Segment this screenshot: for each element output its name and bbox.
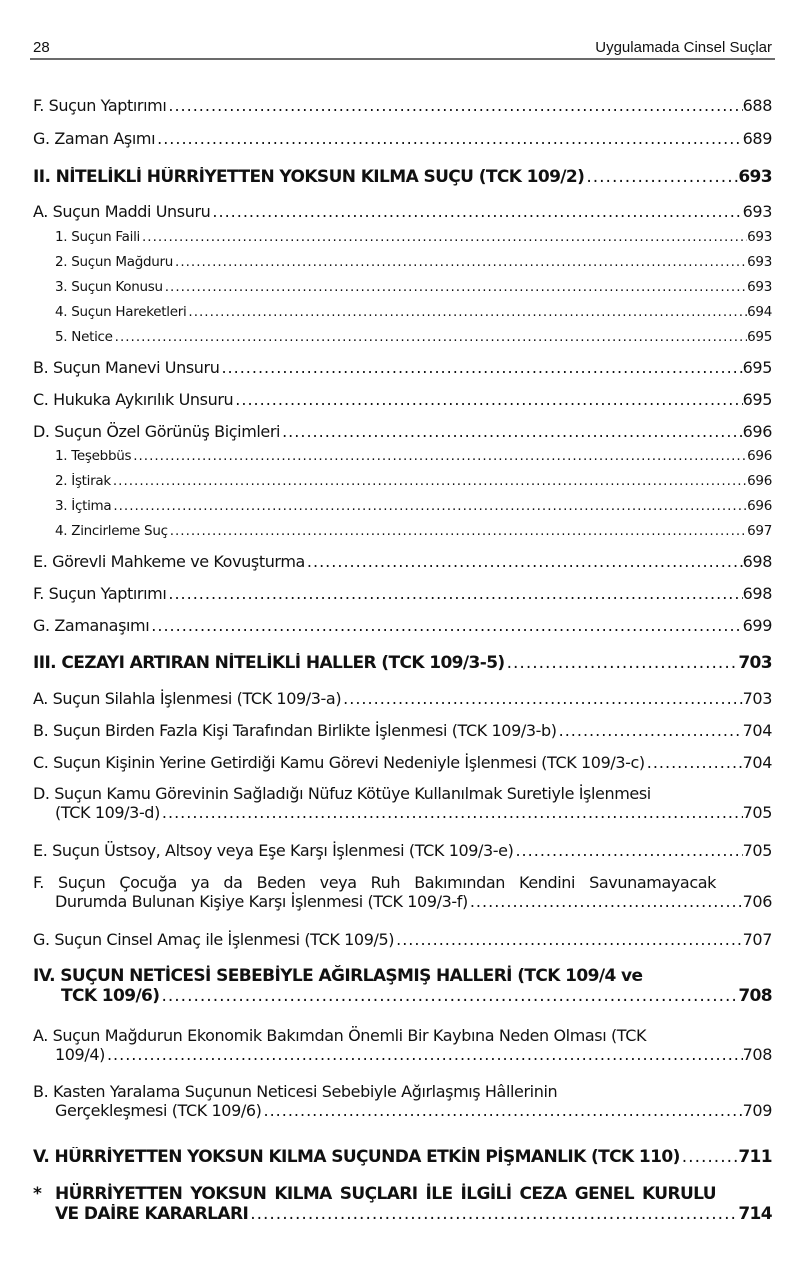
toc-entry-continuation	[33, 803, 772, 822]
toc-entry-continuation	[33, 1101, 772, 1120]
toc-entry[interactable]	[33, 930, 772, 949]
dot-leader	[261, 1101, 742, 1120]
toc-entry-page: 695	[742, 390, 772, 409]
toc-entry-title-line1: A. Suçun Mağdurun Ekonomik Bakımdan Önemli Bir Kaybına Neden Olması (TCK	[33, 1026, 647, 1045]
toc-section-heading[interactable]	[33, 1184, 772, 1224]
toc-entry-title-line1: HÜRRİYETTEN YOKSUN KILMA SUÇLARI İLE İLGİLİ CEZA GENEL KURULU	[55, 1184, 716, 1204]
toc-entry[interactable]	[33, 390, 772, 409]
toc-entry-page: 709	[742, 1101, 772, 1120]
toc-entry-page: 695	[742, 358, 772, 377]
dot-leader	[160, 803, 743, 822]
toc-entry-page: 688	[742, 96, 772, 115]
toc-section-heading[interactable]	[33, 966, 772, 1006]
toc-entry-page: 697	[747, 523, 772, 539]
toc-entry-title: 4. Zincirleme Suç	[55, 523, 168, 539]
toc-entry-page: 711	[738, 1147, 772, 1167]
toc-entry-page: 696	[747, 498, 772, 514]
dot-leader	[468, 892, 743, 911]
dot-leader	[248, 1204, 738, 1224]
toc-entry-page: 708	[738, 986, 772, 1006]
toc-entry[interactable]	[33, 1026, 772, 1064]
dot-leader	[155, 129, 743, 148]
toc-entry[interactable]	[33, 753, 772, 772]
toc-entry-title: 1. Teşebbüs	[55, 448, 132, 464]
toc-entry-title: II. NİTELİKLİ HÜRRİYETTEN YOKSUN KILMA SUÇU (TCK 109/2)	[33, 167, 585, 187]
toc-subentry[interactable]	[33, 448, 772, 464]
toc-entry-page: 695	[747, 329, 772, 345]
toc-entry-title-line1-wrap	[33, 1184, 716, 1204]
toc-entry[interactable]	[33, 358, 772, 377]
dot-leader	[557, 721, 743, 740]
toc-entry[interactable]	[33, 616, 772, 635]
toc-entry-title-line2: 109/4)	[55, 1045, 105, 1064]
toc-entry[interactable]	[33, 1082, 772, 1120]
dot-leader	[166, 584, 742, 603]
toc-entry-page: 703	[738, 653, 772, 673]
toc-entry-page: 689	[742, 129, 772, 148]
toc-entry-page: 706	[742, 892, 772, 911]
toc-entry-page: 693	[742, 202, 772, 221]
toc-entry-title: F. Suçun Yaptırımı	[33, 584, 167, 603]
toc-entry-title: C. Hukuka Aykırılık Unsuru	[33, 390, 234, 409]
dot-leader	[280, 422, 743, 441]
toc-entry-title: A. Suçun Maddi Unsuru	[33, 202, 211, 221]
toc-subentry[interactable]	[33, 329, 772, 345]
toc-entry[interactable]	[33, 422, 772, 441]
toc-entry-title-line1: F. Suçun Çocuğa ya da Beden veya Ruh Bakımından Kendini Savunamayacak	[33, 873, 716, 892]
toc-entry-title: 1. Suçun Faili	[55, 229, 140, 245]
dot-leader	[159, 986, 738, 1006]
dot-leader	[166, 96, 742, 115]
toc-subentry[interactable]	[33, 304, 772, 320]
toc-entry[interactable]	[33, 129, 772, 148]
toc-section-heading[interactable]	[33, 167, 772, 187]
toc-entry-title-line2: TCK 109/6)	[61, 986, 160, 1006]
toc-entry-title: 5. Netice	[55, 329, 113, 345]
toc-section-heading[interactable]	[33, 1147, 772, 1167]
toc-entry-page: 693	[747, 229, 772, 245]
toc-entry-title: B. Suçun Manevi Unsuru	[33, 358, 220, 377]
toc-entry[interactable]	[33, 841, 772, 860]
toc-entry-title: G. Suçun Cinsel Amaç ile İşlenmesi (TCK 109/5)	[33, 930, 395, 949]
toc-entry-title: V. HÜRRİYETTEN YOKSUN KILMA SUÇUNDA ETKİN PİŞMANLIK (TCK 110)	[33, 1147, 680, 1167]
toc-entry-page: 696	[742, 422, 772, 441]
dot-leader	[113, 329, 747, 345]
toc-entry-title: G. Zamanaşımı	[33, 616, 150, 635]
toc-entry-page: 704	[742, 721, 772, 740]
toc-entry-page: 714	[738, 1204, 772, 1224]
toc-entry-title: B. Suçun Birden Fazla Kişi Tarafından Birlikte İşlenmesi (TCK 109/3-b)	[33, 721, 557, 740]
toc-subentry[interactable]	[33, 498, 772, 514]
toc-entry-page: 694	[747, 304, 772, 320]
dot-leader	[645, 753, 743, 772]
toc-entry-title: E. Görevli Mahkeme ve Kovuşturma	[33, 552, 305, 571]
toc-entry-page: 693	[747, 254, 772, 270]
toc-entry-title: C. Suçun Kişinin Yerine Getirdiği Kamu Görevi Nedeniyle İşlenmesi (TCK 109/3-c)	[33, 753, 645, 772]
toc-entry-title: 4. Suçun Hareketleri	[55, 304, 187, 320]
toc-entry-page: 707	[742, 930, 772, 949]
toc-entry-continuation	[33, 1204, 772, 1224]
dot-leader	[105, 1045, 743, 1064]
dot-leader	[505, 653, 739, 673]
dot-leader	[210, 202, 742, 221]
toc-entry[interactable]	[33, 584, 772, 603]
toc-entry-title: F. Suçun Yaptırımı	[33, 96, 167, 115]
toc-entry-page: 703	[742, 689, 772, 708]
toc-entry-title: 3. İçtima	[55, 498, 112, 514]
toc-subentry[interactable]	[33, 254, 772, 270]
toc-subentry[interactable]	[33, 279, 772, 295]
toc-entry-title: D. Suçun Özel Görünüş Biçimleri	[33, 422, 281, 441]
page-header	[30, 38, 775, 60]
dot-leader	[233, 390, 742, 409]
toc-entry-page: 693	[738, 167, 772, 187]
dot-leader	[168, 523, 747, 539]
dot-leader	[394, 930, 743, 949]
toc-entry-title: E. Suçun Üstsoy, Altsoy veya Eşe Karşı İşlenmesi (TCK 109/3-e)	[33, 841, 514, 860]
dot-leader	[173, 254, 747, 270]
toc-entry-page: 704	[742, 753, 772, 772]
toc-entry-page: 699	[742, 616, 772, 635]
toc-entry-page: 693	[747, 279, 772, 295]
dot-leader	[219, 358, 742, 377]
dot-leader	[131, 448, 747, 464]
toc-entry-title: 2. Suçun Mağduru	[55, 254, 174, 270]
toc-entry-continuation	[33, 1045, 772, 1064]
toc-entry-title-line2: VE DAİRE KARARLARI	[55, 1204, 249, 1224]
toc-entry-page: 696	[747, 473, 772, 489]
toc-entry-page: 698	[742, 584, 772, 603]
toc-subentry[interactable]	[33, 229, 772, 245]
dot-leader	[140, 229, 747, 245]
toc-entry[interactable]	[33, 202, 772, 221]
page-number: 28	[33, 39, 50, 56]
toc-entry-title: G. Zaman Aşımı	[33, 129, 156, 148]
dot-leader	[341, 689, 742, 708]
dot-leader	[186, 304, 747, 320]
toc-entry-continuation	[33, 986, 772, 1006]
toc-entry-continuation	[33, 892, 772, 911]
toc-entry-title: A. Suçun Silahla İşlenmesi (TCK 109/3-a)	[33, 689, 342, 708]
dot-leader	[305, 552, 743, 571]
dot-leader	[680, 1147, 739, 1167]
toc-subentry[interactable]	[33, 473, 772, 489]
toc-section-heading[interactable]	[33, 653, 772, 673]
toc-entry-title: 2. İştirak	[55, 473, 111, 489]
toc-entry-title-line2: Gerçekleşmesi (TCK 109/6)	[55, 1101, 262, 1120]
toc-entry-page: 696	[747, 448, 772, 464]
toc-entry-title-line2: Durumda Bulunan Kişiye Karşı İşlenmesi (TCK 109/3-f)	[55, 892, 468, 911]
toc-entry-page: 698	[742, 552, 772, 571]
toc-entry-title: 3. Suçun Konusu	[55, 279, 163, 295]
dot-leader	[111, 498, 747, 514]
toc-subentry[interactable]	[33, 523, 772, 539]
toc-entry-title: III. CEZAYI ARTIRAN NİTELİKLİ HALLER (TCK 109/3-5)	[33, 653, 505, 673]
toc-entry-title-line1: B. Kasten Yaralama Suçunun Neticesi Sebebiyle Ağırlaşmış Hâllerinin	[33, 1082, 558, 1101]
toc-entry[interactable]	[33, 721, 772, 740]
dot-leader	[111, 473, 747, 489]
toc-entry[interactable]	[33, 96, 772, 115]
book-title: Uygulamada Cinsel Suçlar	[595, 39, 772, 56]
toc-entry[interactable]	[33, 689, 772, 708]
toc-entry[interactable]	[33, 784, 772, 822]
toc-entry[interactable]	[33, 552, 772, 571]
toc-entry-title-line2: (TCK 109/3-d)	[55, 803, 160, 822]
dot-leader	[513, 841, 742, 860]
toc-entry[interactable]	[33, 873, 772, 911]
dot-leader	[584, 167, 738, 187]
toc-entry-page: 708	[742, 1045, 772, 1064]
toc-entry-title-line1: IV. SUÇUN NETİCESİ SEBEBİYLE AĞIRLAŞMIŞ HALLERİ (TCK 109/4 ve	[33, 966, 643, 986]
dot-leader	[163, 279, 747, 295]
toc-entry-page: 705	[742, 803, 772, 822]
dot-leader	[149, 616, 742, 635]
toc-entry-title-line1: D. Suçun Kamu Görevinin Sağladığı Nüfuz Kötüye Kullanılmak Suretiyle İşlenmesi	[33, 784, 651, 803]
toc-entry-page: 705	[742, 841, 772, 860]
asterisk-marker: *	[33, 1184, 42, 1204]
